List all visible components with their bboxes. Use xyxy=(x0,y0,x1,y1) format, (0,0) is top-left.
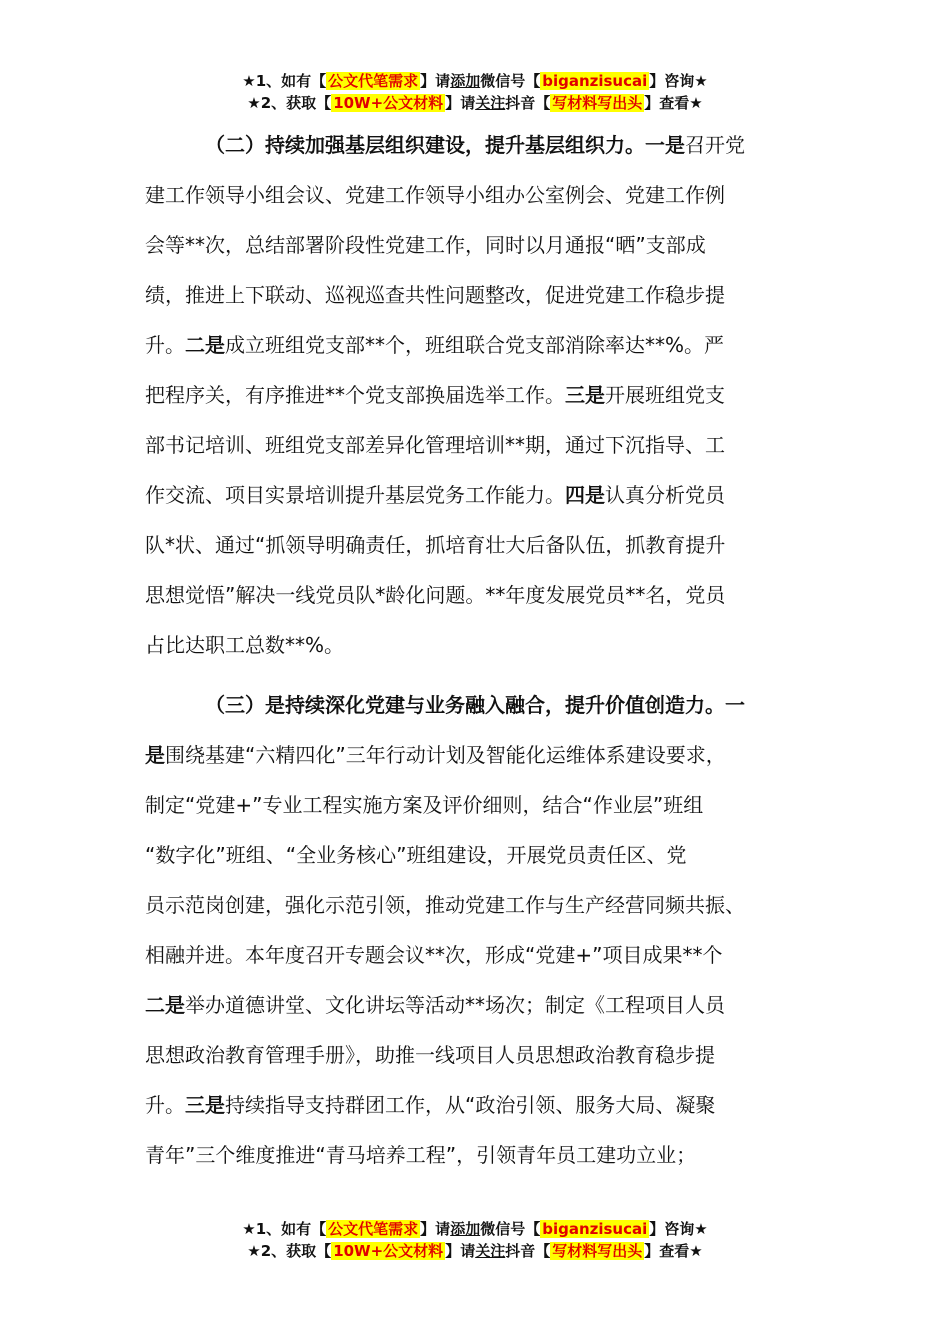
text-line: 制定“党建+”专业工程实施方案及评价细则，结合“作业层”班组 xyxy=(145,793,704,817)
text-line: 员示范岗创建，强化示范引领，推动党建工作与生产经营同频共振、 xyxy=(145,893,745,917)
highlight-wechat-id: biganzisucai xyxy=(542,1220,648,1238)
text-line: 把程序关，有序推进**个党支部换届选举工作。三是开展班组党支 xyxy=(145,383,725,407)
text-line: 是围绕基建“六精四化”三年行动计划及智能化运维体系建设要求， xyxy=(145,743,726,767)
paragraph-section-3 xyxy=(145,680,835,1180)
banner-line-1: ★1、如有【 公文代笔需求 】请添加微信号【 biganzisucai 】咨询★ xyxy=(242,72,708,90)
highlight-douyin-account: 写材料写出头 xyxy=(552,94,643,112)
banner-line-1: ★1、如有【 公文代笔需求 】请添加微信号【 biganzisucai 】咨询★ xyxy=(242,1220,708,1238)
banner-line-2: ★2、获取【 10W+公文材料 】请关注抖音【 写材料写出头 】查看★ xyxy=(247,1242,703,1260)
highlight-materials: 10W+公文材料 xyxy=(333,94,444,112)
highlight-douyin-account: 写材料写出头 xyxy=(552,1242,643,1260)
text-line: 作交流、项目实景培训提升基层党务工作能力。四是认真分析党员 xyxy=(145,483,725,507)
header-banner xyxy=(0,70,950,114)
text-line: 二是举办道德讲堂、文化讲坛等活动**场次；制定《工程项目人员 xyxy=(145,993,725,1017)
footer-banner xyxy=(0,1218,950,1262)
text-line: 思想觉悟”解决一线党员队*龄化问题。**年度发展党员**名，党员 xyxy=(145,583,726,607)
highlight-materials: 10W+公文材料 xyxy=(333,1242,444,1260)
text-line: 部书记培训、班组党支部差异化管理培训**期，通过下沉指导、工 xyxy=(145,433,725,457)
paragraph-section-2 xyxy=(145,120,835,670)
section-2 xyxy=(145,120,835,670)
highlight-service: 公文代笔需求 xyxy=(328,72,419,90)
text-line: 思想政治教育管理手册》，助推一线项目人员思想政治教育稳步提 xyxy=(145,1043,715,1067)
highlight-service: 公文代笔需求 xyxy=(328,1220,419,1238)
text-line: 青年”三个维度推进“青马培养工程”，引领青年员工建功立业； xyxy=(145,1143,697,1167)
text-line: （二）持续加强基层组织建设，提升基层组织力。一是召开党 xyxy=(205,133,745,157)
text-line: 队*状、通过“抓领导明确责任，抓培育壮大后备队伍，抓教育提升 xyxy=(145,533,726,557)
text-line: 绩，推进上下联动、巡视巡查共性问题整改，促进党建工作稳步提 xyxy=(145,283,725,307)
text-line: 占比达职工总数**%。 xyxy=(145,633,345,657)
text-line: “数字化”班组、“全业务核心”班组建设，开展党员责任区、党 xyxy=(145,843,687,867)
section-3 xyxy=(145,680,835,1180)
text-line: （三）是持续深化党建与业务融入融合，提升价值创造力。一 xyxy=(205,693,745,717)
text-line: 建工作领导小组会议、党建工作领导小组办公室例会、党建工作例 xyxy=(145,183,725,207)
banner-line-2: ★2、获取【 10W+公文材料 】请关注抖音【 写材料写出头 】查看★ xyxy=(247,94,703,112)
text-line: 升。二是成立班组党支部**个，班组联合党支部消除率达**%。严 xyxy=(145,333,725,357)
text-line: 会等**次，总结部署阶段性党建工作，同时以月通报“晒”支部成 xyxy=(145,233,706,257)
highlight-wechat-id: biganzisucai xyxy=(542,72,648,90)
text-line: 升。三是持续指导支持群团工作，从“政治引领、服务大局、凝聚 xyxy=(145,1093,716,1117)
text-line: 相融并进。本年度召开专题会议**次，形成“党建+”项目成果**个 xyxy=(145,943,723,967)
